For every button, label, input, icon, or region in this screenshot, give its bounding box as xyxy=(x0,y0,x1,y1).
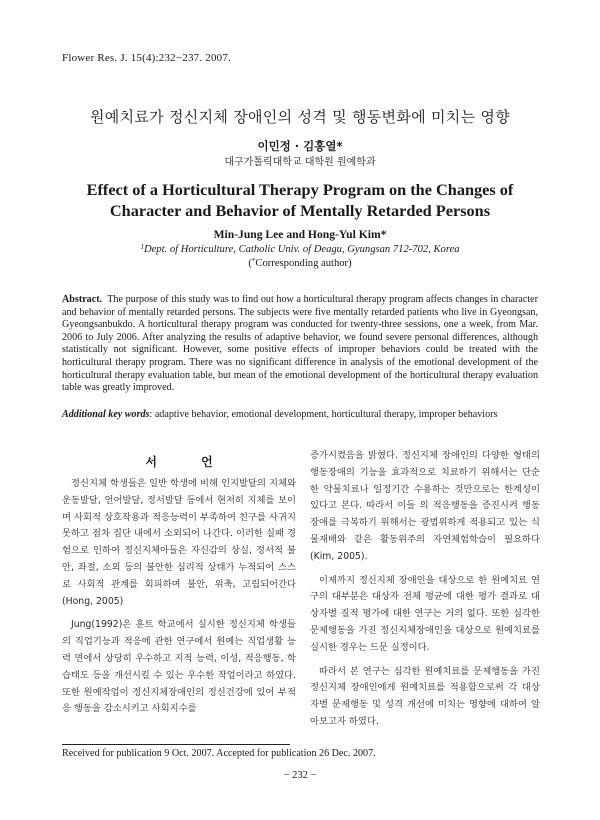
english-title xyxy=(40,179,560,221)
left-paragraph-2: Jung(1992)은 훈트 학교에서 실시한 정신지체 학생들의 직업기능과 적응에 관한 연구에서 원예는 직업생활 능력 면에서 상당히 우수하고 지적 능력, 이성, 적응행동, 학습태도 등을 개선시킬 수 있는 우수한 작업이라고 하였다. 또한 원예작업이 정신지체장애인의 정신건강에 있어 부적응 행동을 감소시키고 사회지수를 xyxy=(62,619,296,715)
corresponding-open-paren: ( xyxy=(248,258,252,269)
right-paragraph-3: 따라서 본 연구는 심각한 원예치료를 문제행동을 가진 정신지체 장애인에게 원예치료를 적용함으로써 각 대상자별 문제행동 및 성격 개선에 미치는 영향에 대하여 알아보고자 하였다. xyxy=(310,665,540,727)
korean-affiliation: 대구가톨릭대학교 대학원 원예학과 xyxy=(224,157,376,168)
left-paragraph-1: 정신지체 학생들은 일반 학생에 비해 인지발달의 지체와 운동발달, 언어발달, 정서발달 등에서 현저히 지체를 보이며 사회적 상호작용과 적응능력이 부족하여 친구를 사귀지 못하고 점차 집단 내에서 소외되어 나간다. 이러한 실패 경험으로 인하여 정신지체아들은 자신감의 상실, 정서적 불안, 좌절, 소외 등의 불안한 심리적 상태가 누적되어 스스로 사회적 관계를 회피하며 불안, 위축, 고립되어간다(Hong, 2005) xyxy=(62,478,296,607)
corresponding-author-note xyxy=(0,258,600,269)
english-title-line-2: Character and Behavior of Mentally Retarded Persons xyxy=(109,201,491,220)
key-words-label: Additional key words xyxy=(62,409,150,420)
korean-title: 원예치료가 정신지체 장애인의 성격 및 행동변화에 미치는 영향 xyxy=(89,108,511,126)
korean-authors: 이민정 · 김홍열* xyxy=(257,139,343,153)
english-affiliation xyxy=(0,244,600,255)
key-words xyxy=(62,409,538,420)
abstract xyxy=(62,294,538,395)
corresponding-superscript: * xyxy=(251,257,256,265)
journal-reference: Flower Res. J. 15(4):232−237. 2007. xyxy=(62,52,232,64)
right-paragraph-2: 이제까지 정신지체 장애인을 대상으로 한 원예치료 연구의 대부분은 대상자 전체 평균에 대한 평가 결과로 대상자별 질적 평가에 대한 연구는 거의 없다. 또한 심각한 문제행동을 가진 정신지체장애인을 대상으로 원예치료를 실시한 경우는 드문 실정이다. xyxy=(310,574,540,653)
footnote-divider xyxy=(62,744,290,745)
received-note: Received for publication 9 Oct. 2007. Accepted for publication 26 Dec. 2007. xyxy=(62,748,376,759)
english-title-line-1: Effect of a Horticultural Therapy Program on the Changes of xyxy=(86,180,514,199)
english-authors: Min-Jung Lee and Hong-Yul Kim* xyxy=(213,228,387,241)
abstract-label: Abstract. xyxy=(62,294,103,305)
abstract-text: The purpose of this study was to find out how a horticultural therapy program affects changes in character and behavior of mentally retarded persons. The subjects were five mentally retarded patients who live in Gyeongsan, Gyeongsanbukdo. A horticultural therapy program was conducted for twenty-three sessions, one a week, from Mar. 2006 to July 2006. After analyzing the results of adaptive behavior, we found severe personal differences, although statistically not significant. However, some positive effects of improper behaviors could be treated with the horticultural therapy program. There was no significant difference in analysis of the emotional development of the horticultural therapy evaluation table, but mean of the emotional development of the horticultural therapy evaluation table was greatly improved. xyxy=(62,294,538,394)
key-words-text: : adaptive behavior, emotional development, horticultural therapy, improper behaviors xyxy=(149,409,498,420)
page-number: − 232 − xyxy=(283,770,317,781)
right-paragraph-1: 증가시켰음을 밝혔다. 정신지체 장애인의 다양한 형태의 행동장애의 기능을 효과적으로 치료하기 위해서는 단순한 약물치료나 일정기간 수용하는 것만으로는 한계성이 있다고 본다. 따라서 이들 의 적응행동을 증진시켜 행동장애를 극복하기 위해서는 광범위하게 적용되고 있는 식물재배와 같은 활동위주의 자연체험학습이 필요하다(Kim, 2005). xyxy=(310,450,540,562)
corresponding-text: Corresponding author) xyxy=(255,258,352,269)
right-column xyxy=(310,448,540,731)
section-heading: 서 언 xyxy=(145,455,233,469)
affiliation-superscript: 1 xyxy=(140,243,144,251)
left-column xyxy=(62,476,296,718)
affiliation-text: Dept. of Horticulture, Catholic Univ. of Deagu, Gyungsan 712-702, Korea xyxy=(143,244,460,255)
